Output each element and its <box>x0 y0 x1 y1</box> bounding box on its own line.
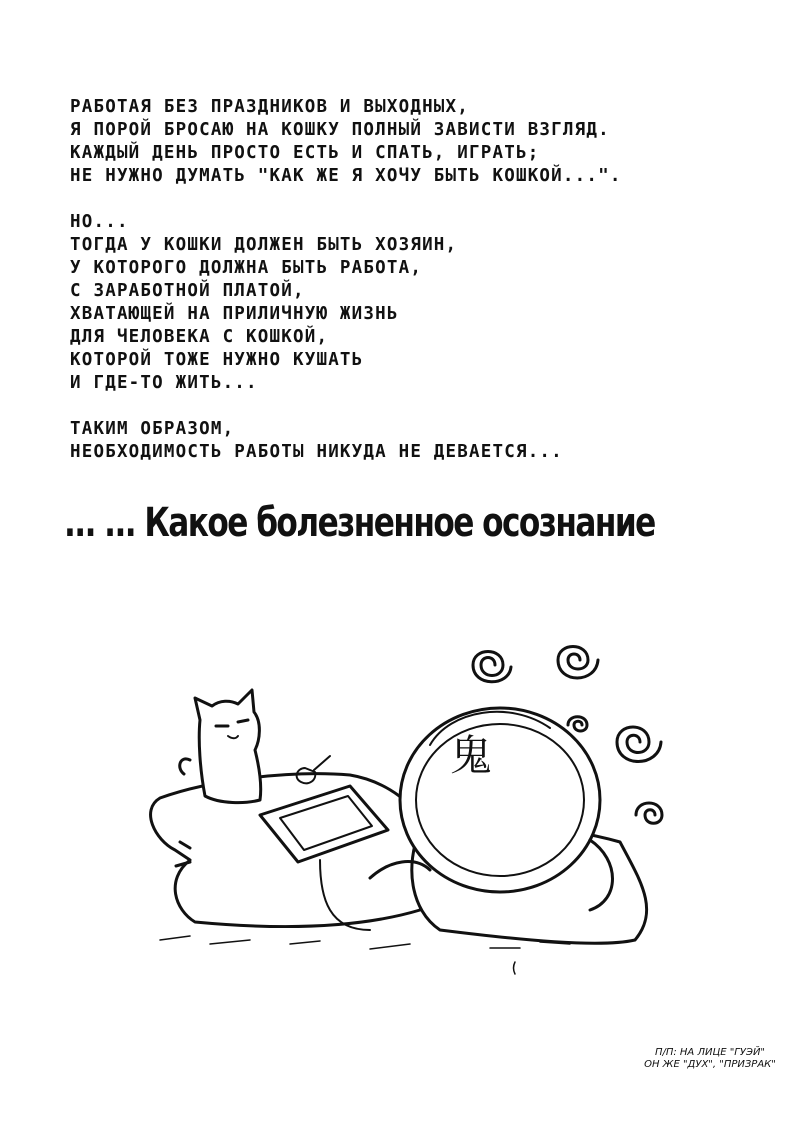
swirl-icon <box>636 803 662 823</box>
footnote-line: П/П: НА ЛИЦЕ "ГУЭЙ" <box>654 1047 766 1058</box>
monologue-line: У КОТОРОГО ДОЛЖНА БЫТЬ РАБОТА, <box>70 258 423 278</box>
swirl-icon <box>617 727 661 762</box>
monologue-line: С ЗАРАБОТНОЙ ПЛАТОЙ, <box>70 281 305 301</box>
drawing-tablet <box>260 786 388 930</box>
stanza-gap <box>70 395 690 418</box>
monologue-line: ТОГДА У КОШКИ ДОЛЖЕН БЫТЬ ХОЗЯИН, <box>70 235 458 255</box>
realization-caption: ... ... Какое болезненное осознание <box>64 500 655 546</box>
monologue-line: ТАКИМ ОБРАЗОМ, <box>70 419 235 439</box>
monologue-line: НО... <box>70 212 129 232</box>
monologue-line: КАЖДЫЙ ДЕНЬ ПРОСТО ЕСТЬ И СПАТЬ, ИГРАТЬ; <box>70 143 540 163</box>
monologue-line: ХВАТАЮЩЕЙ НА ПРИЛИЧНУЮ ЖИЗНЬ <box>70 304 399 324</box>
monologue-line: Я ПОРОЙ БРОСАЮ НА КОШКУ ПОЛНЫЙ ЗАВИСТИ ВЗГЛЯД. <box>70 120 610 140</box>
monologue-line: ДЛЯ ЧЕЛОВЕКА С КОШКОЙ, <box>70 327 329 347</box>
swirl-icon <box>558 647 598 679</box>
monologue-line: РАБОТАЯ БЕЗ ПРАЗДНИКОВ И ВЫХОДНЫХ, <box>70 97 470 117</box>
footnote-line: ОН ЖЕ "ДУХ", "ПРИЗРАК" <box>644 1059 776 1070</box>
monologue-line: НЕОБХОДИМОСТЬ РАБОТЫ НИКУДА НЕ ДЕВАЕТСЯ... <box>70 442 563 462</box>
translator-footnote <box>630 1047 790 1071</box>
monologue-line: И ГДЕ-ТО ЖИТЬ... <box>70 373 258 393</box>
illustration-cat-and-ghost <box>120 610 720 990</box>
stanza-gap <box>70 188 690 211</box>
monologue-text <box>70 96 690 464</box>
cat-figure <box>180 690 261 803</box>
monologue-line: НЕ НУЖНО ДУМАТЬ "КАК ЖЕ Я ХОЧУ БЫТЬ КОШКОЙ...". <box>70 166 622 186</box>
swirl-icon <box>473 652 511 682</box>
swirl-icon <box>568 717 587 731</box>
ghost-face-glyph: 鬼 <box>450 731 493 780</box>
monologue-line: КОТОРОЙ ТОЖЕ НУЖНО КУШАТЬ <box>70 350 364 370</box>
